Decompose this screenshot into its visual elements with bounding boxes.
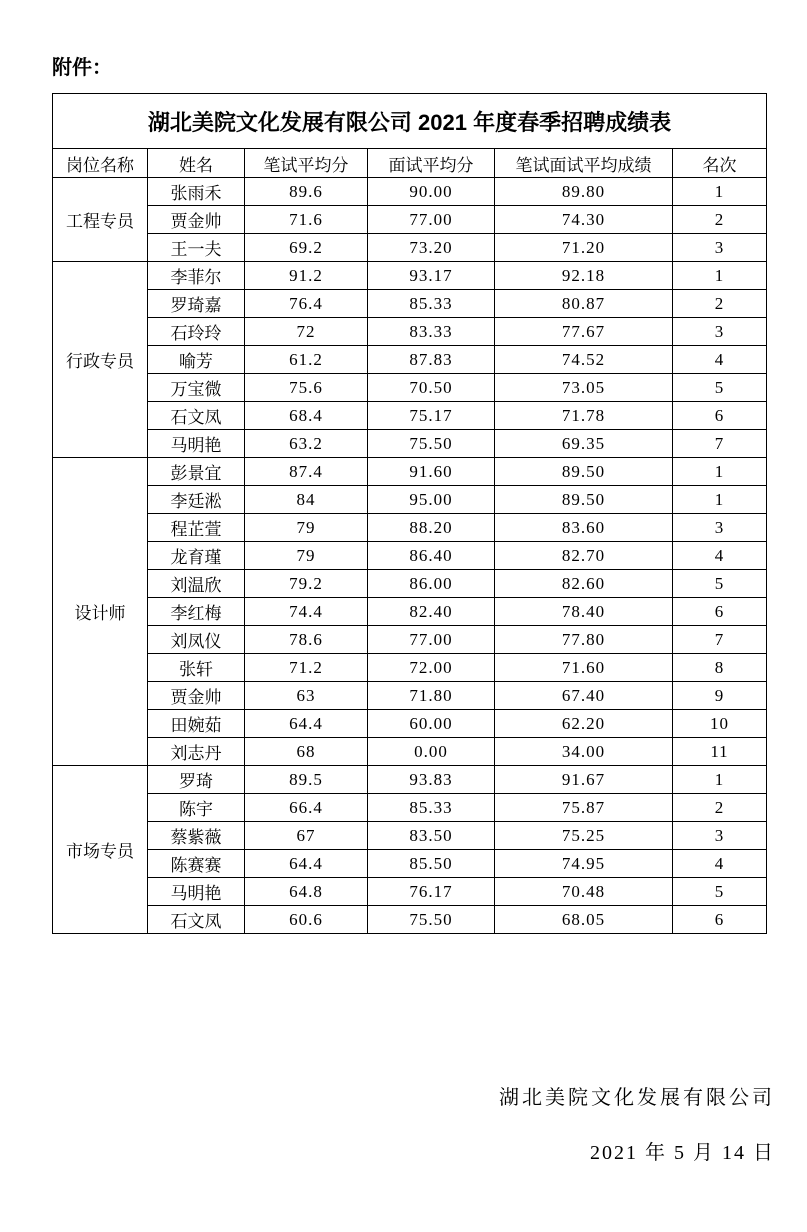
name-cell: 田婉茹 (148, 710, 245, 738)
score-table (52, 93, 767, 934)
name-cell: 张轩 (148, 654, 245, 682)
written-score-cell: 75.6 (245, 374, 368, 402)
average-score-cell: 71.78 (495, 402, 673, 430)
average-score-cell: 73.05 (495, 374, 673, 402)
written-score-cell: 68.4 (245, 402, 368, 430)
score-row (53, 346, 767, 374)
written-score-cell: 72 (245, 318, 368, 346)
interview-score-cell: 75.17 (368, 402, 495, 430)
written-score-cell: 87.4 (245, 458, 368, 486)
rank-cell: 2 (673, 794, 767, 822)
written-score-cell: 64.4 (245, 850, 368, 878)
score-row (53, 654, 767, 682)
interview-score-cell: 93.83 (368, 766, 495, 794)
interview-score-cell: 85.50 (368, 850, 495, 878)
name-cell: 李廷淞 (148, 486, 245, 514)
name-cell: 贾金帅 (148, 682, 245, 710)
score-row (53, 374, 767, 402)
written-score-cell: 68 (245, 738, 368, 766)
rank-cell: 5 (673, 374, 767, 402)
rank-cell: 7 (673, 626, 767, 654)
score-row (53, 626, 767, 654)
written-score-cell: 76.4 (245, 290, 368, 318)
interview-score-cell: 88.20 (368, 514, 495, 542)
rank-cell: 4 (673, 850, 767, 878)
name-cell: 万宝微 (148, 374, 245, 402)
average-score-cell: 62.20 (495, 710, 673, 738)
header-interview-score: 面试平均分 (368, 149, 495, 178)
written-score-cell: 64.4 (245, 710, 368, 738)
average-score-cell: 67.40 (495, 682, 673, 710)
average-score-cell: 78.40 (495, 598, 673, 626)
rank-cell: 5 (673, 570, 767, 598)
score-row (53, 206, 767, 234)
average-score-cell: 91.67 (495, 766, 673, 794)
name-cell: 李红梅 (148, 598, 245, 626)
written-score-cell: 91.2 (245, 262, 368, 290)
rank-cell: 4 (673, 346, 767, 374)
average-score-cell: 89.80 (495, 178, 673, 206)
name-cell: 喻芳 (148, 346, 245, 374)
interview-score-cell: 93.17 (368, 262, 495, 290)
interview-score-cell: 86.00 (368, 570, 495, 598)
rank-cell: 1 (673, 458, 767, 486)
interview-score-cell: 91.60 (368, 458, 495, 486)
name-cell: 刘志丹 (148, 738, 245, 766)
interview-score-cell: 70.50 (368, 374, 495, 402)
rank-cell: 7 (673, 430, 767, 458)
average-score-cell: 75.25 (495, 822, 673, 850)
score-row (53, 766, 767, 794)
name-cell: 马明艳 (148, 430, 245, 458)
interview-score-cell: 95.00 (368, 486, 495, 514)
position-cell: 工程专员 (53, 178, 148, 262)
name-cell: 石文凤 (148, 402, 245, 430)
rank-cell: 6 (673, 402, 767, 430)
name-cell: 罗琦 (148, 766, 245, 794)
name-cell: 陈宇 (148, 794, 245, 822)
average-score-cell: 75.87 (495, 794, 673, 822)
interview-score-cell: 82.40 (368, 598, 495, 626)
attachment-label: 附件： (52, 57, 112, 79)
score-row (53, 738, 767, 766)
written-score-cell: 84 (245, 486, 368, 514)
rank-cell: 1 (673, 766, 767, 794)
header-position: 岗位名称 (53, 149, 148, 178)
footer-date: 2021 年 5 月 14 日 (590, 1142, 775, 1164)
written-score-cell: 64.8 (245, 878, 368, 906)
score-row (53, 430, 767, 458)
written-score-cell: 60.6 (245, 906, 368, 934)
name-cell: 蔡紫薇 (148, 822, 245, 850)
average-score-cell: 71.20 (495, 234, 673, 262)
name-cell: 彭景宜 (148, 458, 245, 486)
name-cell: 贾金帅 (148, 206, 245, 234)
score-row (53, 682, 767, 710)
written-score-cell: 78.6 (245, 626, 368, 654)
average-score-cell: 71.60 (495, 654, 673, 682)
rank-cell: 6 (673, 598, 767, 626)
interview-score-cell: 83.33 (368, 318, 495, 346)
rank-cell: 6 (673, 906, 767, 934)
rank-cell: 11 (673, 738, 767, 766)
written-score-cell: 71.2 (245, 654, 368, 682)
name-cell: 王一夫 (148, 234, 245, 262)
average-score-cell: 74.95 (495, 850, 673, 878)
score-row (53, 906, 767, 934)
name-cell: 石玲玲 (148, 318, 245, 346)
rank-cell: 3 (673, 318, 767, 346)
score-row (53, 402, 767, 430)
interview-score-cell: 76.17 (368, 878, 495, 906)
average-score-cell: 89.50 (495, 458, 673, 486)
average-score-cell: 89.50 (495, 486, 673, 514)
average-score-cell: 74.52 (495, 346, 673, 374)
interview-score-cell: 75.50 (368, 430, 495, 458)
written-score-cell: 79 (245, 514, 368, 542)
position-cell: 市场专员 (53, 766, 148, 934)
interview-score-cell: 87.83 (368, 346, 495, 374)
written-score-cell: 89.5 (245, 766, 368, 794)
score-row (53, 514, 767, 542)
rank-cell: 4 (673, 542, 767, 570)
table-title: 湖北美院文化发展有限公司 2021 年度春季招聘成绩表 (53, 94, 767, 149)
interview-score-cell: 0.00 (368, 738, 495, 766)
interview-score-cell: 85.33 (368, 794, 495, 822)
score-table-body (53, 178, 767, 934)
score-row (53, 234, 767, 262)
written-score-cell: 63 (245, 682, 368, 710)
score-row (53, 542, 767, 570)
name-cell: 龙育瑾 (148, 542, 245, 570)
score-row (53, 794, 767, 822)
score-row (53, 262, 767, 290)
name-cell: 罗琦嘉 (148, 290, 245, 318)
interview-score-cell: 90.00 (368, 178, 495, 206)
written-score-cell: 69.2 (245, 234, 368, 262)
score-row (53, 458, 767, 486)
interview-score-cell: 75.50 (368, 906, 495, 934)
rank-cell: 1 (673, 262, 767, 290)
header-row (53, 149, 767, 178)
header-name: 姓名 (148, 149, 245, 178)
average-score-cell: 92.18 (495, 262, 673, 290)
rank-cell: 9 (673, 682, 767, 710)
title-row (53, 94, 767, 149)
average-score-cell: 77.67 (495, 318, 673, 346)
average-score-cell: 74.30 (495, 206, 673, 234)
average-score-cell: 82.60 (495, 570, 673, 598)
written-score-cell: 79 (245, 542, 368, 570)
written-score-cell: 63.2 (245, 430, 368, 458)
written-score-cell: 67 (245, 822, 368, 850)
interview-score-cell: 83.50 (368, 822, 495, 850)
average-score-cell: 77.80 (495, 626, 673, 654)
score-row (53, 178, 767, 206)
score-row (53, 822, 767, 850)
rank-cell: 10 (673, 710, 767, 738)
name-cell: 陈赛赛 (148, 850, 245, 878)
average-score-cell: 70.48 (495, 878, 673, 906)
average-score-cell: 34.00 (495, 738, 673, 766)
name-cell: 刘温欣 (148, 570, 245, 598)
position-cell: 行政专员 (53, 262, 148, 458)
rank-cell: 3 (673, 822, 767, 850)
written-score-cell: 79.2 (245, 570, 368, 598)
score-row (53, 850, 767, 878)
rank-cell: 8 (673, 654, 767, 682)
interview-score-cell: 77.00 (368, 206, 495, 234)
written-score-cell: 89.6 (245, 178, 368, 206)
rank-cell: 1 (673, 178, 767, 206)
name-cell: 马明艳 (148, 878, 245, 906)
footer-company: 湖北美院文化发展有限公司 (499, 1087, 775, 1109)
rank-cell: 5 (673, 878, 767, 906)
rank-cell: 1 (673, 486, 767, 514)
interview-score-cell: 72.00 (368, 654, 495, 682)
rank-cell: 3 (673, 234, 767, 262)
rank-cell: 2 (673, 206, 767, 234)
header-average-score: 笔试面试平均成绩 (495, 149, 673, 178)
average-score-cell: 83.60 (495, 514, 673, 542)
name-cell: 李菲尔 (148, 262, 245, 290)
score-row (53, 598, 767, 626)
interview-score-cell: 77.00 (368, 626, 495, 654)
name-cell: 张雨禾 (148, 178, 245, 206)
name-cell: 石文凤 (148, 906, 245, 934)
name-cell: 刘凤仪 (148, 626, 245, 654)
average-score-cell: 68.05 (495, 906, 673, 934)
interview-score-cell: 73.20 (368, 234, 495, 262)
written-score-cell: 66.4 (245, 794, 368, 822)
rank-cell: 3 (673, 514, 767, 542)
score-row (53, 878, 767, 906)
written-score-cell: 61.2 (245, 346, 368, 374)
interview-score-cell: 86.40 (368, 542, 495, 570)
interview-score-cell: 60.00 (368, 710, 495, 738)
position-cell: 设计师 (53, 458, 148, 766)
score-row (53, 570, 767, 598)
written-score-cell: 71.6 (245, 206, 368, 234)
score-row (53, 710, 767, 738)
score-row (53, 486, 767, 514)
score-row (53, 290, 767, 318)
name-cell: 程芷萱 (148, 514, 245, 542)
average-score-cell: 69.35 (495, 430, 673, 458)
header-rank: 名次 (673, 149, 767, 178)
header-written-score: 笔试平均分 (245, 149, 368, 178)
score-row (53, 318, 767, 346)
written-score-cell: 74.4 (245, 598, 368, 626)
rank-cell: 2 (673, 290, 767, 318)
average-score-cell: 82.70 (495, 542, 673, 570)
interview-score-cell: 71.80 (368, 682, 495, 710)
interview-score-cell: 85.33 (368, 290, 495, 318)
average-score-cell: 80.87 (495, 290, 673, 318)
